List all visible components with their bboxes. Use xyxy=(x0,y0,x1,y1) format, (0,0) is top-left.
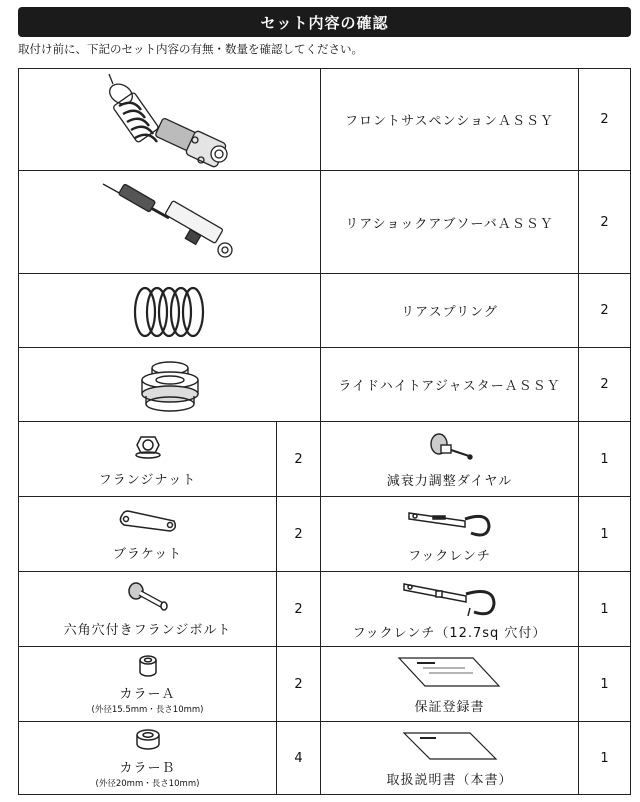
section-title: セット内容の確認 xyxy=(18,7,631,37)
warranty-card-label: 保証登録書 xyxy=(414,699,485,715)
hex-socket-bolt-cell xyxy=(18,571,276,646)
rear-spring-qty: 2 xyxy=(600,303,609,318)
damping-dial-qty: 1 xyxy=(600,451,609,467)
rear-spring-icon xyxy=(125,280,215,342)
hook-wrench-sq-qty: 1 xyxy=(600,601,609,617)
damping-dial-cell xyxy=(320,421,578,496)
hex-socket-bolt-label: 六角穴付きフランジボルト xyxy=(63,622,232,638)
bracket-label: ブラケット xyxy=(112,546,183,562)
hex-socket-bolt-qty: 2 xyxy=(294,601,303,617)
front-suspension-icon xyxy=(95,70,245,170)
manual-icon xyxy=(400,729,500,763)
flange-nut-label: フランジナット xyxy=(98,472,197,488)
hook-wrench-qty: 1 xyxy=(600,526,609,542)
collar-a-spec: (外径15.5mm・長さ10mm) xyxy=(91,704,204,715)
rear-shock-icon xyxy=(95,174,245,270)
collar-a-cell xyxy=(18,646,276,721)
collar-a-icon xyxy=(136,654,160,678)
warranty-card-qty: 1 xyxy=(600,676,609,692)
warranty-card-cell xyxy=(320,646,578,721)
hook-wrench-icon xyxy=(405,505,495,539)
bracket-icon xyxy=(116,507,180,535)
bracket-cell xyxy=(18,496,276,571)
hook-wrench-sq-cell xyxy=(320,571,578,646)
flange-nut-cell xyxy=(18,421,276,496)
rear-shock-qty: 2 xyxy=(600,214,609,230)
collar-b-spec: (外径20mm・長さ10mm) xyxy=(95,778,200,789)
rear-shock-image xyxy=(18,170,320,273)
collar-a-qty: 2 xyxy=(294,676,303,692)
rear-shock-label: リアショックアブソーバＡＳＳＹ xyxy=(345,216,554,232)
damping-dial-label: 減衰力調整ダイヤル xyxy=(386,473,513,489)
bracket-qty: 2 xyxy=(294,526,303,542)
rear-spring-image xyxy=(18,273,320,347)
hook-wrench-label: フックレンチ xyxy=(408,548,491,564)
hex-socket-bolt-icon xyxy=(126,581,170,611)
intro-text: 取付け前に、下記のセット内容の有無・数量を確認してください。 xyxy=(18,42,363,56)
front-suspension-image xyxy=(18,68,320,170)
manual-cell xyxy=(320,721,578,795)
hook-wrench-cell xyxy=(320,496,578,571)
collar-b-label: カラーＢ xyxy=(119,760,176,776)
flange-nut-icon xyxy=(133,431,163,461)
rear-spring-label: リアスプリング xyxy=(401,305,498,320)
manual-label: 取扱説明書（本書） xyxy=(386,772,513,788)
ride-height-adjuster-image xyxy=(18,347,320,421)
collar-b-qty: 4 xyxy=(294,750,303,766)
front-suspension-qty: 2 xyxy=(600,112,609,127)
flange-nut-qty: 2 xyxy=(294,451,303,467)
hook-wrench-sq-label: フックレンチ（12.7sq 穴付） xyxy=(352,625,547,641)
collar-b-icon xyxy=(134,728,162,752)
ride-height-adjuster-label: ライドハイトアジャスターＡＳＳＹ xyxy=(338,379,561,394)
warranty-card-icon xyxy=(395,654,505,690)
collar-a-label: カラーＡ xyxy=(119,686,176,702)
manual-qty: 1 xyxy=(600,750,609,766)
ride-height-adjuster-icon xyxy=(130,354,210,416)
damping-dial-icon xyxy=(425,430,475,464)
front-suspension-label: フロントサスペンションＡＳＳＹ xyxy=(345,114,554,129)
hook-wrench-sq-icon xyxy=(400,578,500,618)
collar-b-cell xyxy=(18,721,276,795)
ride-height-adjuster-qty: 2 xyxy=(600,377,609,392)
